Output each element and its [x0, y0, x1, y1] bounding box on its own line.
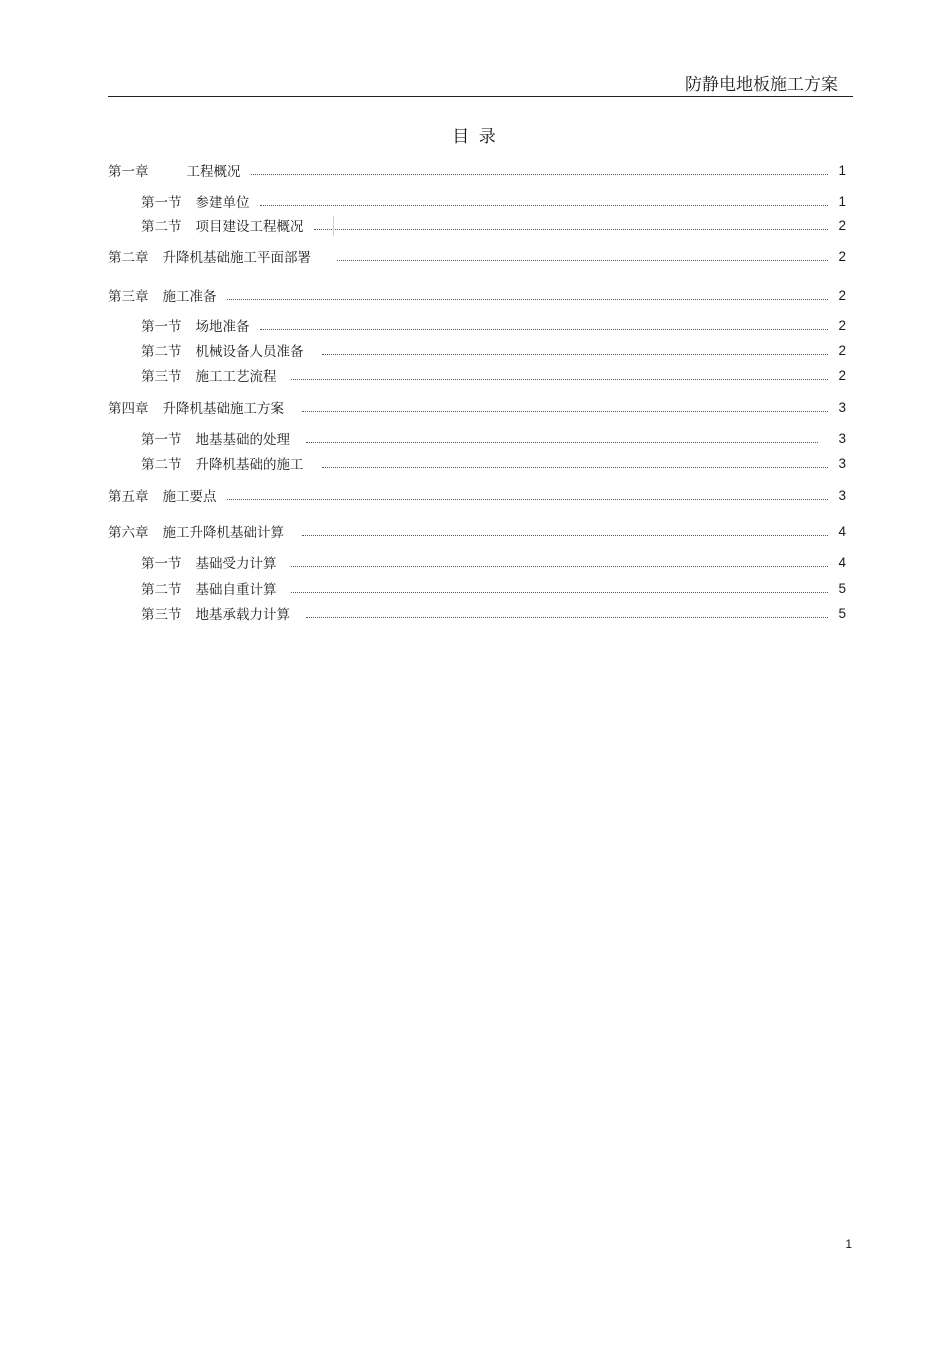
toc-entry-page: 5: [838, 605, 846, 621]
toc-entry-section-4-2[interactable]: [141, 454, 846, 472]
toc-entry-label: 施工准备: [162, 289, 217, 305]
toc-entry-section-3-3[interactable]: [141, 366, 846, 384]
header-divider: [108, 96, 853, 97]
footer-page-number: 1: [845, 1237, 852, 1251]
toc-entry-number: 第六章: [108, 525, 149, 541]
toc-entry-number: 第一节: [141, 319, 182, 335]
toc-entry-chapter-3[interactable]: [108, 286, 846, 304]
toc-entry-number: 第二节: [141, 582, 182, 598]
toc-dot-leader: [291, 566, 829, 567]
toc-dot-leader: [314, 229, 829, 230]
toc-entry-chapter-5[interactable]: [108, 486, 846, 504]
toc-entry-number: 第一节: [141, 432, 182, 448]
toc-entry-page: 2: [838, 287, 846, 303]
toc-entry-number: 第一节: [141, 195, 182, 211]
toc-entry-label: 施工升降机基础计算: [162, 525, 284, 541]
toc-entry-number: 第一节: [141, 556, 182, 572]
toc-dot-leader: [302, 535, 828, 536]
toc-entry-page: 1: [838, 162, 846, 178]
toc-entry-section-1-2[interactable]: [141, 216, 846, 234]
toc-entry-label: 地基承载力计算: [195, 607, 290, 623]
toc-entry-label: 地基基础的处理: [195, 432, 290, 448]
toc-entry-section-3-1[interactable]: [141, 316, 846, 334]
toc-entry-section-3-2[interactable]: [141, 341, 846, 359]
toc-title: 目 录: [452, 127, 498, 147]
toc-entry-page: 3: [838, 455, 846, 471]
toc-dot-leader: [302, 411, 828, 412]
toc-entry-label: 升降机基础施工方案: [162, 401, 284, 417]
toc-entry-label: 施工要点: [162, 489, 217, 505]
document-header-title: 防静电地板施工方案: [685, 75, 838, 95]
toc-entry-page: 2: [838, 317, 846, 333]
toc-entry-section-6-3[interactable]: [141, 604, 846, 622]
toc-entry-number: 第五章: [108, 489, 149, 505]
toc-dot-leader: [227, 299, 829, 300]
toc-entry-chapter-4[interactable]: [108, 398, 846, 416]
toc-entry-number: 第四章: [108, 401, 149, 417]
toc-entry-number: 第三节: [141, 607, 182, 623]
toc-dot-leader: [260, 329, 829, 330]
toc-entry-label: 参建单位: [195, 195, 250, 211]
toc-entry-label: 升降机基础的施工: [195, 457, 304, 473]
toc-dot-leader: [322, 467, 829, 468]
toc-dot-leader: [227, 499, 829, 500]
toc-entry-section-1-1[interactable]: [141, 192, 846, 210]
toc-entry-page: 2: [838, 248, 846, 264]
toc-entry-section-4-1[interactable]: [141, 429, 846, 447]
toc-entry-number: 第二节: [141, 344, 182, 360]
toc-entry-page: 4: [838, 523, 846, 539]
toc-entry-label: 场地准备: [195, 319, 250, 335]
toc-entry-label: 工程概况: [186, 164, 241, 180]
toc-dot-leader: [251, 174, 829, 175]
toc-dot-leader: [260, 205, 829, 206]
toc-entry-number: 第一章: [108, 164, 149, 180]
toc-entry-section-6-1[interactable]: [141, 553, 846, 571]
toc-dot-leader: [291, 592, 829, 593]
toc-entry-number: 第二节: [141, 457, 182, 473]
toc-entry-page: 4: [838, 554, 846, 570]
toc-entry-number: 第二节: [141, 219, 182, 235]
toc-dot-leader: [291, 379, 829, 380]
toc-entry-page: 2: [838, 217, 846, 233]
toc-entry-page: 2: [838, 342, 846, 358]
toc-entry-page: 1: [838, 193, 846, 209]
toc-entry-page: 3: [838, 399, 846, 415]
toc-entry-number: 第三节: [141, 369, 182, 385]
toc-entry-section-6-2[interactable]: [141, 579, 846, 597]
toc-entry-label: 项目建设工程概况: [195, 219, 304, 235]
toc-entry-number: 第三章: [108, 289, 149, 305]
toc-entry-chapter-6[interactable]: [108, 522, 846, 540]
toc-entry-label: 升降机基础施工平面部署: [162, 250, 311, 266]
toc-entry-page: 5: [838, 580, 846, 596]
toc-entry-label: 基础受力计算: [195, 556, 277, 572]
toc-dot-leader: [337, 260, 828, 261]
toc-entry-label: 基础自重计算: [195, 582, 277, 598]
toc-entry-page: 3: [838, 430, 846, 446]
toc-entry-chapter-2[interactable]: [108, 247, 846, 265]
toc-dot-leader: [306, 442, 818, 443]
toc-entry-page: 3: [838, 487, 846, 503]
toc-entry-number: 第二章: [108, 250, 149, 266]
toc-dot-leader: [306, 617, 828, 618]
toc-entry-label: 施工工艺流程: [195, 369, 277, 385]
toc-entry-label: 机械设备人员准备: [195, 344, 304, 360]
toc-entry-page: 2: [838, 367, 846, 383]
toc-entry-chapter-1[interactable]: [108, 161, 846, 179]
toc-dot-leader: [322, 354, 829, 355]
text-cursor-mark: [333, 216, 334, 236]
